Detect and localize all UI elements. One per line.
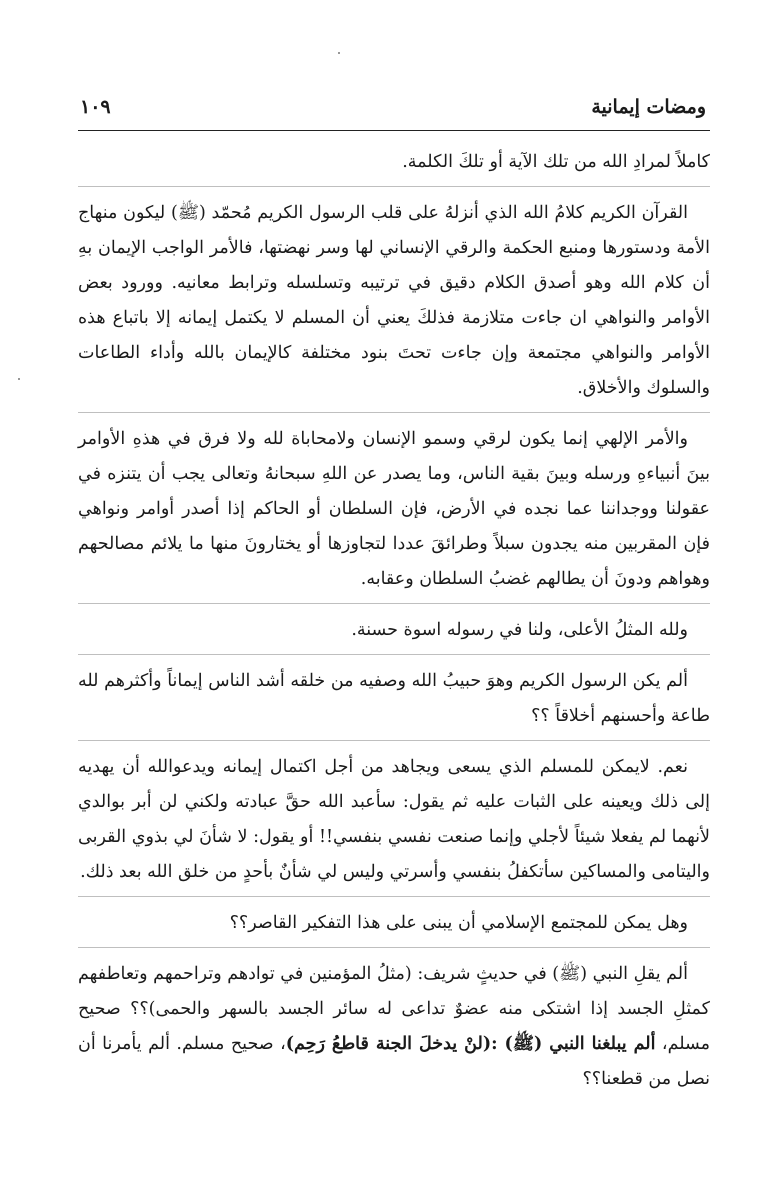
paragraph-divider <box>78 947 710 948</box>
paragraph-continuation: كاملاً لمرادِ الله من تلك الآية أو تلكَ الكلمة. <box>402 152 710 172</box>
paragraph-divider <box>78 412 710 413</box>
paragraph-example: ولله المثلُ الأعلى، ولنا في رسوله اسوة حسنة. <box>351 620 688 640</box>
hadith-text-end: ، صحيح مسلم. ألم يأمرنا أن نصل من قطعنا؟؟ <box>78 1034 710 1089</box>
scan-speck <box>338 52 340 54</box>
hadith-bold-text: ألم يبلغنا النبي (ﷺ) :(لنْ يدخلَ الجنة قاطعُ رَحِم) <box>285 1034 656 1054</box>
paragraph-divider <box>78 654 710 655</box>
book-page <box>78 96 710 1097</box>
paragraph-divider <box>78 740 710 741</box>
paragraph-divider <box>78 186 710 187</box>
body-text <box>78 145 710 1097</box>
running-title: ومضات إيمانية <box>591 96 706 118</box>
paragraph-divine-command: والأمر الإلهي إنما يكون لرقي وسمو الإنسان ولامحاباة لله ولا فرق في هذهِ الأوامر بينَ أنبياءهِ ورسله وبينَ بقية الناس، وما يصدر عن اللهِ سبحانهُ وتعالى يجب أن يتنزه في عقولنا ووجداننا عما نجده في الأرض، فإن السلطان أو الحاكم إذا أصدر أوامر ونواهي فإن المقربين منه يجدون سبلاً وطرائقَ عددا لتجاوزها أو يختارونَ منها ما يلائم مصالحهم وهواهم ودونَ أن يطالهم غضبُ السلطان وعقابه. <box>78 429 710 589</box>
paragraph-divider <box>78 896 710 897</box>
running-head <box>78 96 710 131</box>
paragraph-question-society: وهل يمكن للمجتمع الإسلامي أن يبنى على هذا التفكير القاصر؟؟ <box>229 913 688 933</box>
paragraph-divider <box>78 603 710 604</box>
paragraph-quran: القرآن الكريم كلامُ الله الذي أنزلهُ على قلب الرسول الكريم مُحمّد (ﷺ) ليكون منهاج الأمة ودستورها ومنبع الحكمة والرقي الإنساني لها وسر نهضتها، فالأمر الواجب الإيمان بهِ أن كلام الله وهو أصدق الكلام دقيق في ترتيبه وتسلسله وترابط معانيه. وورود بعض الأوامر والنواهي ان جاءت متلازمة فذلكَ يعني أن المسلم لا يكتمل إيمانه إلا باتباع هذه الأوامر والنواهي مجتمعة وإن جاءت تحتَ بنود مختلفة كالإيمان بالله وأداء الطاعات والسلوك والأخلاق. <box>78 203 710 398</box>
hadith-text: ألم يقلِ النبي (ﷺ) في حديثٍ شريف: (مثلُ المؤمنين في توادهم وتراحمهم وتعاطفهم كمثلِ الجسد إذا اشتكى منه عضوٌ تداعى له سائر الجسد بالسهر والحمى)؟؟ صحيح مسلم، <box>78 964 710 1054</box>
scan-speck <box>18 378 20 380</box>
paragraph-hadith <box>78 957 710 1097</box>
paragraph-answer: نعم. لايمكن للمسلم الذي يسعى ويجاهد من أجل اكتمال إيمانه ويدعوالله أن يهديه إلى ذلك ويعينه على الثبات عليه ثم يقول: سأعبد الله حقَّ عبادته ولكني لن أبر بوالدي لأنهما لم يفعلا شيئاً لأجلي وإنما صنعت نفسي بنفسي!! أو يقول: لا شأنَ لي بذوي القربى واليتامى والمساكين سأتكفلُ بنفسي وأسرتي وليس لي شأنٌ بأحدٍ من خلق الله بعد ذلك. <box>78 757 710 882</box>
page-number: ١٠٩ <box>80 96 111 118</box>
paragraph-question-prophet: ألم يكن الرسول الكريم وهوَ حبيبُ الله وصفيه من خلقه أشد الناس إيماناً وأكثرهم لله طاعة وأحسنهم أخلاقاً ؟؟ <box>78 671 710 726</box>
